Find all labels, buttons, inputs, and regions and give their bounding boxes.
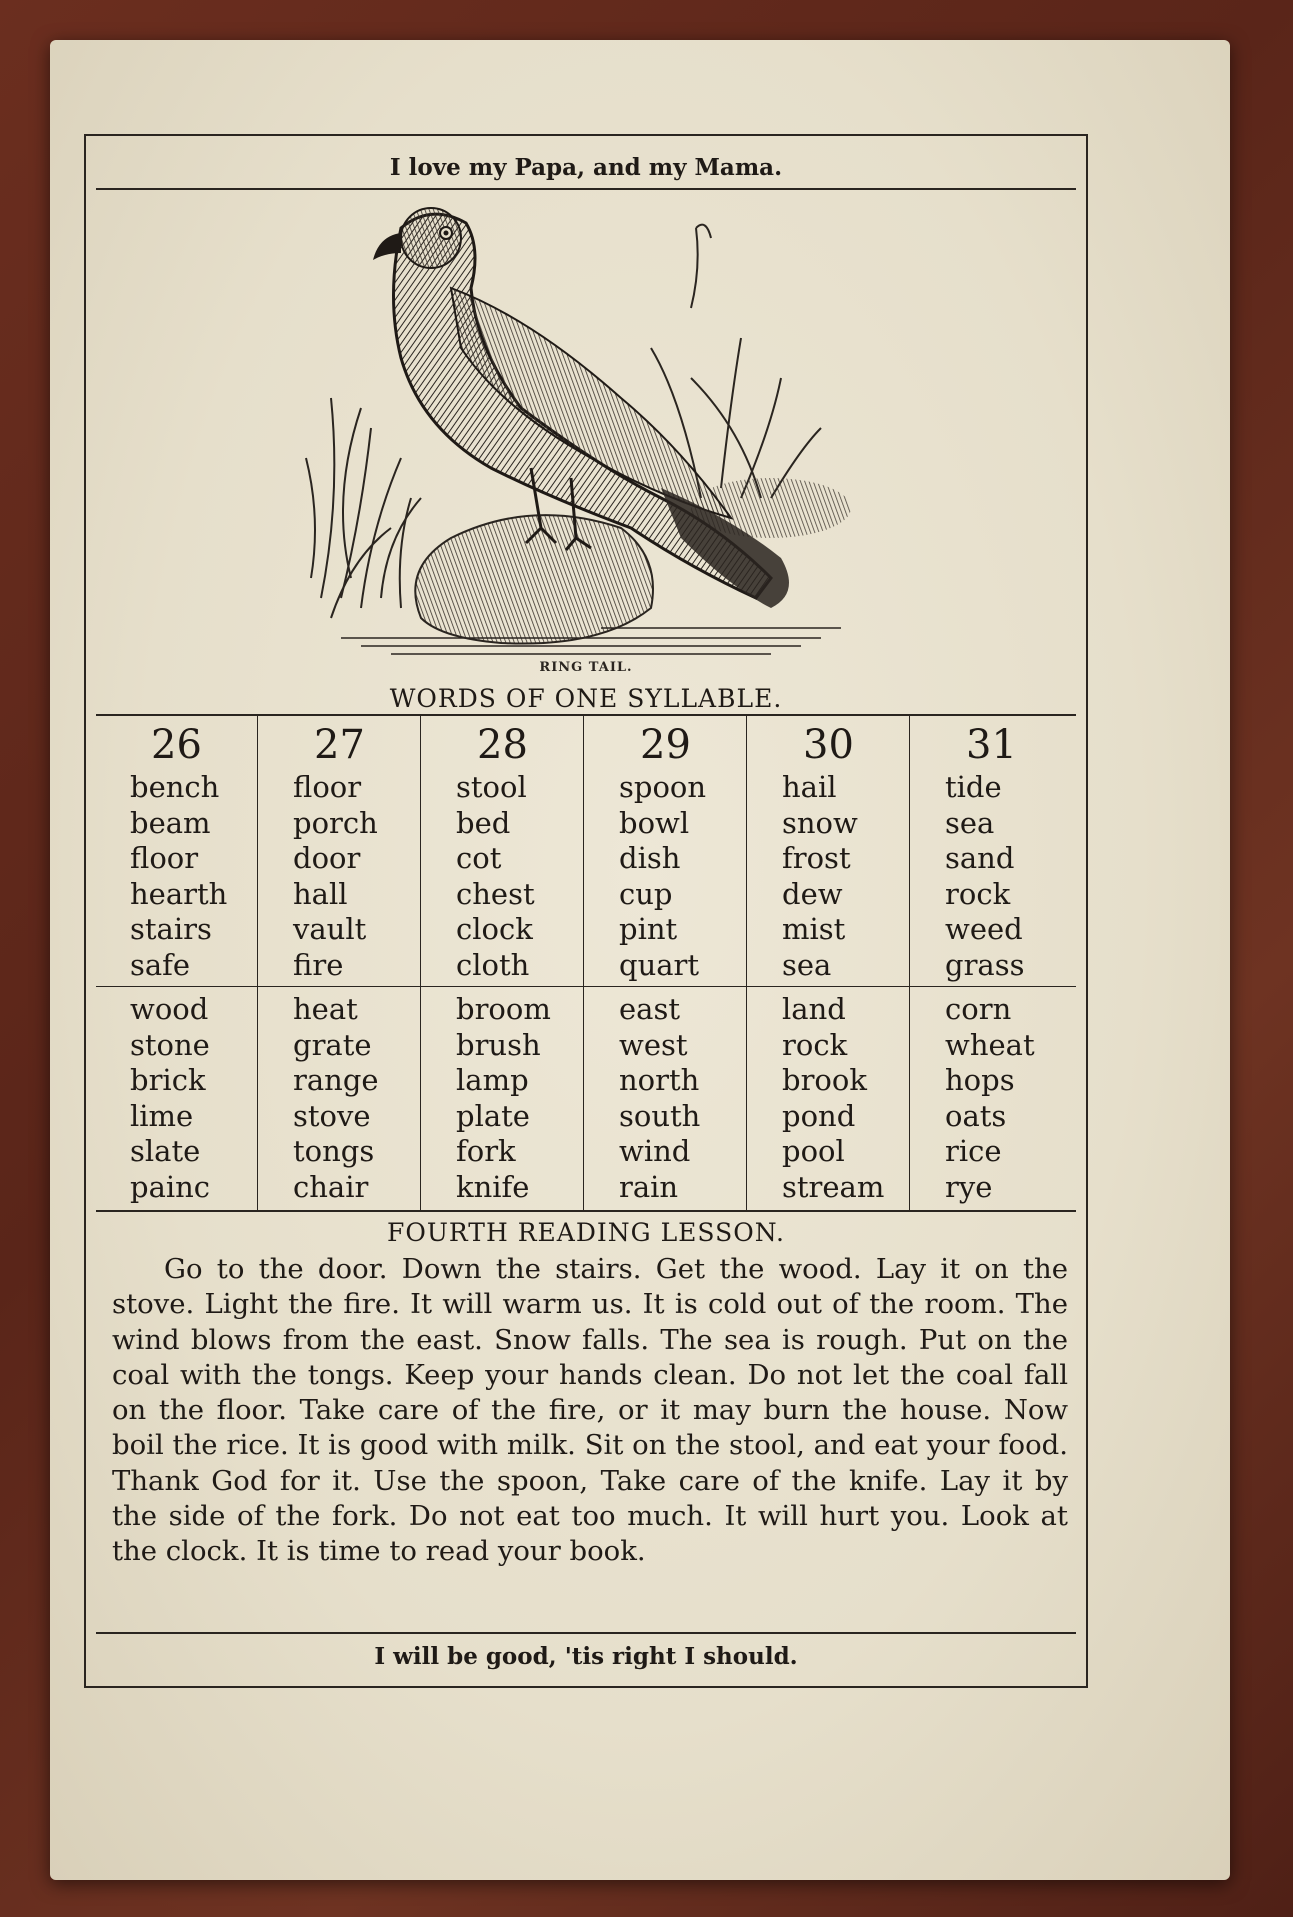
- word: brook: [782, 1063, 867, 1097]
- word-column-27: [259, 716, 421, 1210]
- word-column-29: [585, 716, 747, 1210]
- illustration-caption: RING TAIL.: [539, 660, 633, 675]
- word-group-bottom: [911, 992, 1072, 1205]
- footer-rule: [96, 1632, 1076, 1634]
- word-group-top: [585, 770, 746, 983]
- word: slate: [130, 1134, 201, 1168]
- word: fire: [293, 947, 344, 982]
- word: stone: [130, 1027, 210, 1062]
- ring-tail-bird-engraving: [301, 198, 861, 658]
- word-group-bottom: [585, 992, 746, 1205]
- word: grass: [945, 947, 1025, 982]
- word: stairs: [130, 912, 212, 946]
- word: tongs: [293, 1134, 375, 1168]
- word: hail: [782, 770, 837, 804]
- word: heat: [293, 992, 358, 1026]
- word: door: [293, 841, 361, 875]
- column-number: 31: [966, 722, 1017, 768]
- word: pond: [782, 1098, 856, 1133]
- word: hearth: [130, 876, 228, 911]
- word: tide: [945, 770, 1002, 804]
- word: plate: [456, 1098, 530, 1133]
- word: wood: [130, 992, 209, 1026]
- word: east: [619, 992, 680, 1026]
- word: porch: [293, 805, 378, 840]
- word: corn: [945, 992, 1012, 1026]
- word-group-bottom: [422, 992, 583, 1205]
- page-frame: [84, 134, 1088, 1688]
- word-group-top: [911, 770, 1072, 983]
- word: dew: [782, 876, 843, 911]
- word: rain: [619, 1169, 679, 1204]
- header-rule: [96, 188, 1076, 190]
- word: pool: [782, 1134, 845, 1168]
- word: land: [782, 992, 846, 1026]
- word: grate: [293, 1027, 372, 1062]
- column-number: 29: [640, 722, 691, 768]
- word: vault: [293, 912, 367, 946]
- word: frost: [782, 841, 851, 875]
- footer-motto: I will be good, 'tis right I should.: [374, 1643, 798, 1670]
- word: bowl: [619, 805, 690, 840]
- word: spoon: [619, 770, 707, 804]
- word: rice: [945, 1134, 1002, 1168]
- word: brush: [456, 1027, 541, 1062]
- word: sea: [782, 947, 832, 982]
- word-group-bottom: [748, 992, 909, 1205]
- word: range: [293, 1063, 379, 1097]
- word: floor: [293, 770, 362, 804]
- word-group-top: [422, 770, 583, 983]
- word: rock: [782, 1027, 848, 1062]
- word: brick: [130, 1063, 206, 1097]
- word: lime: [130, 1098, 194, 1133]
- word: north: [619, 1063, 700, 1097]
- word: dish: [619, 841, 681, 875]
- word-column-28: [422, 716, 584, 1210]
- word: stove: [293, 1098, 371, 1133]
- lesson-title: FOURTH READING LESSON.: [387, 1218, 785, 1247]
- word-group-top: [96, 770, 257, 983]
- word: fork: [456, 1134, 516, 1168]
- word: rock: [945, 876, 1011, 911]
- word: west: [619, 1027, 688, 1062]
- word: wheat: [945, 1027, 1035, 1062]
- word: beam: [130, 805, 211, 840]
- word: snow: [782, 805, 858, 840]
- word: clock: [456, 912, 533, 946]
- word: bench: [130, 770, 220, 804]
- word: chest: [456, 876, 535, 911]
- word-table: [96, 714, 1076, 1212]
- word: hops: [945, 1063, 1015, 1097]
- word: sand: [945, 841, 1015, 875]
- word: cup: [619, 876, 673, 911]
- column-number: 26: [151, 722, 202, 768]
- word: lamp: [456, 1063, 529, 1097]
- header-motto: I love my Papa, and my Mama.: [389, 154, 783, 181]
- word: quart: [619, 947, 700, 982]
- word: pint: [619, 912, 678, 946]
- word-column-30: [748, 716, 910, 1210]
- column-number: 27: [314, 722, 365, 768]
- word: south: [619, 1098, 701, 1133]
- word: hall: [293, 876, 348, 911]
- word: safe: [130, 947, 191, 982]
- word: sea: [945, 805, 995, 840]
- word-column-26: [96, 716, 258, 1210]
- lesson-text: Go to the door. Down the stairs. Get the wood. Lay it on the stove. Light the fire. It will warm us. It is cold out of the room. The wind blows from the east. Snow falls. The sea is rough. Put on the coal with the tongs. Keep your hands clean. Do not let the coal fall on the floor. Take care of the fire, or it may burn the house. Now boil the rice. It is good with milk. Sit on the stool, and eat your food. Thank God for it. Use the spoon, Take care of the knife. Lay it by the side of the fork. Do not eat too much. It will hurt you. Look at the clock. It is time to read your book.: [112, 1253, 1068, 1568]
- word: cot: [456, 841, 502, 875]
- word: stream: [782, 1169, 885, 1204]
- word-group-bottom: [259, 992, 420, 1205]
- word: weed: [945, 912, 1023, 946]
- word: chair: [293, 1169, 369, 1204]
- word: broom: [456, 992, 551, 1026]
- word: oats: [945, 1098, 1007, 1133]
- word: cloth: [456, 947, 530, 982]
- word: painc: [130, 1169, 211, 1204]
- word: stool: [456, 770, 527, 804]
- word: mist: [782, 912, 846, 946]
- word-group-top: [748, 770, 909, 983]
- word: rye: [945, 1169, 993, 1204]
- word-group-top: [259, 770, 420, 983]
- word: knife: [456, 1169, 530, 1204]
- column-number: 28: [477, 722, 528, 768]
- word-column-31: [911, 716, 1072, 1210]
- word-group-bottom: [96, 992, 257, 1205]
- section-title: WORDS OF ONE SYLLABLE.: [389, 684, 783, 713]
- word: wind: [619, 1134, 691, 1168]
- word: bed: [456, 805, 511, 840]
- word: floor: [130, 841, 199, 875]
- column-number: 30: [803, 722, 854, 768]
